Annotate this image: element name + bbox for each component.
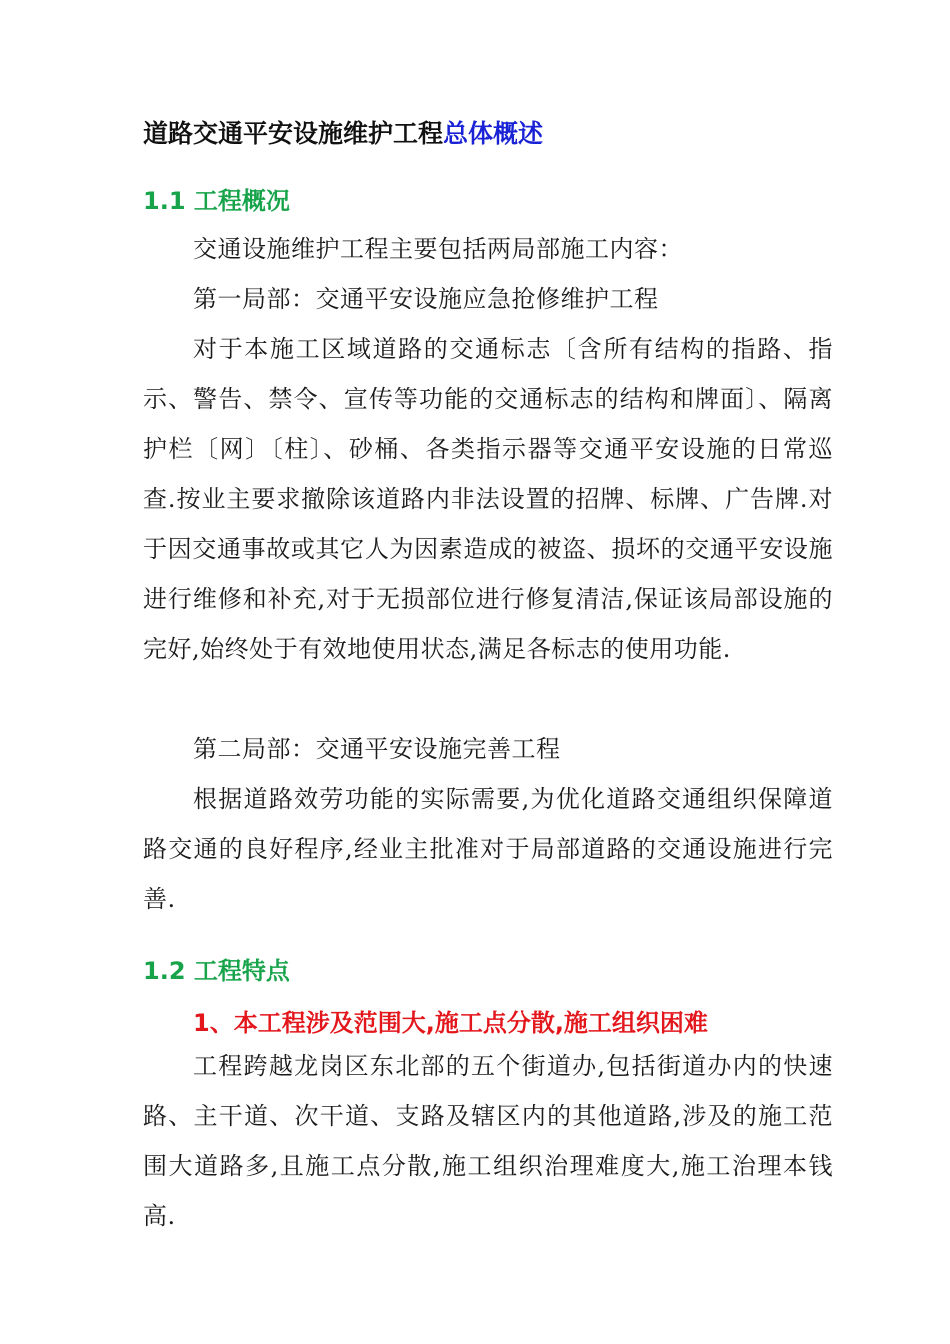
feature-point-1-paragraph: 工程跨越龙岗区东北部的五个街道办,包括街道办内的快速路、主干道、次干道、支路及辖区内的其他道路,涉及的施工范围大道路多,且施工点分散,施工组织治理难度大,施工治理本钱高. [143,1052,833,1230]
part1-label: 第一局部：交通平安设施应急抢修维护工程 [193,285,659,313]
section-heading-overview: 1.1 工程概况 [143,187,290,215]
part2-paragraph: 根据道路效劳功能的实际需要,为优化道路交通组织保障道路交通的良好程序,经业主批准对于局部道路的交通设施进行完善. [143,785,833,913]
section-heading-features: 1.2 工程特点 [143,957,290,985]
part1-paragraph: 对于本施工区域道路的交通标志〔含所有结构的指路、指示、警告、禁令、宣传等功能的交通标志的结构和牌面〕、隔离护栏〔网〕〔柱〕、砂桶、各类指示器等交通平安设施的日常巡查.按业主要求撤除该道路内非法设置的招牌、标牌、广告牌.对于因交通事故或其它人为因素造成的被盗、损坏的交通平安设施进行维修和补充,对于无损部位进行修复清洁,保证该局部设施的完好,始终处于有效地使用状态,满足各标志的使用功能. [143,335,833,663]
title-main-text: 道路交通平安设施维护工程 [143,119,444,148]
title-accent-text: 总体概述 [443,119,544,148]
feature-point-1-heading: 1、本工程涉及范围大,施工点分散,施工组织困难 [193,1009,708,1037]
document-title [143,116,543,152]
part2-label: 第二局部：交通平安设施完善工程 [193,735,561,763]
overview-intro: 交通设施维护工程主要包括两局部施工内容： [193,235,683,263]
